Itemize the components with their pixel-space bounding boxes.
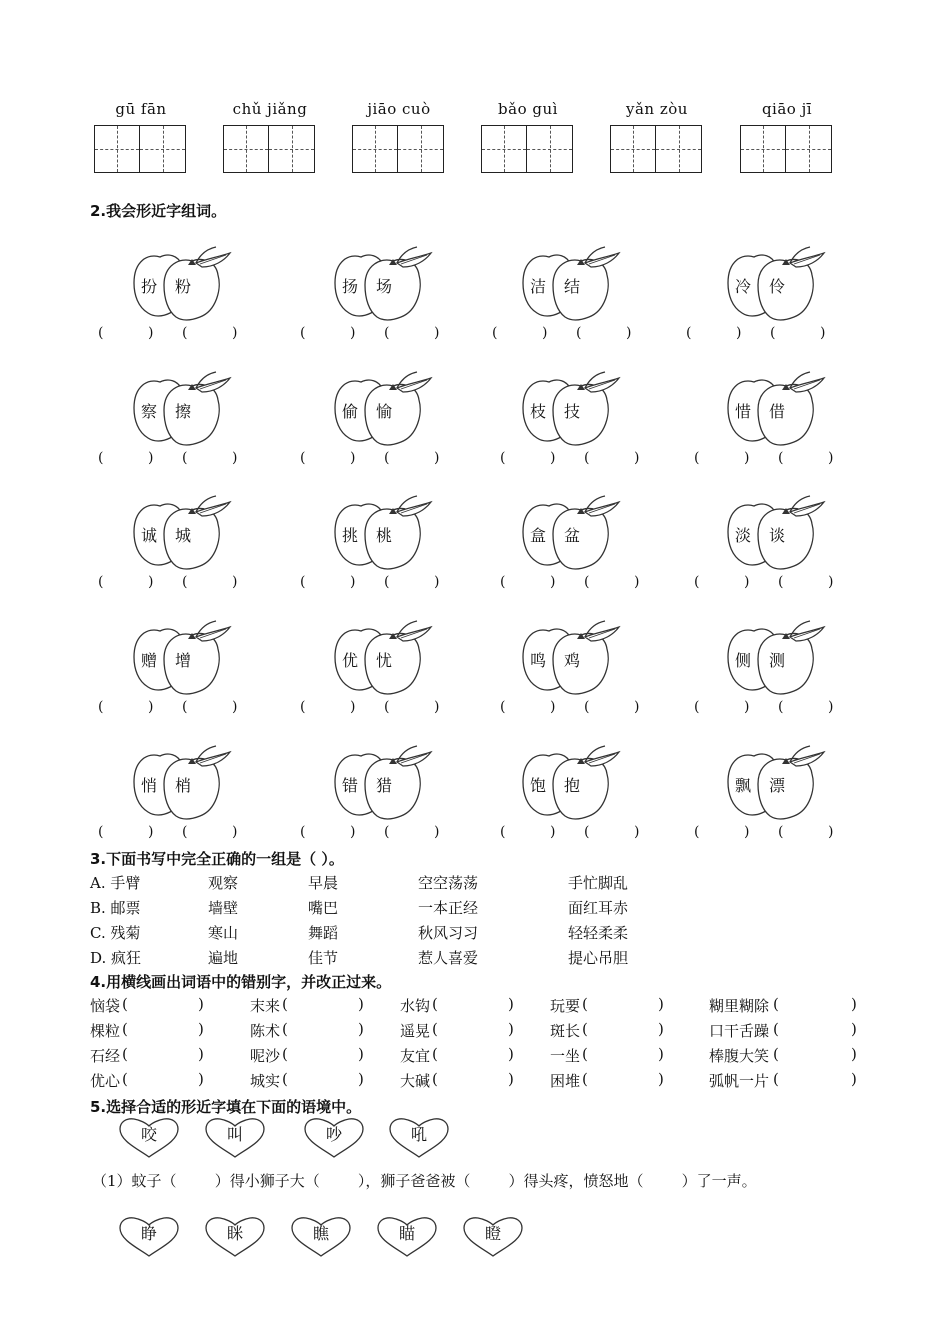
tianzige-box[interactable] <box>140 125 186 173</box>
close-paren: ) <box>658 1020 664 1038</box>
close-paren: ) <box>508 995 514 1013</box>
close-paren: ) <box>508 1045 514 1063</box>
typo-word: 优心 <box>90 1072 121 1090</box>
section3-title: 3.下面书写中完全正确的一组是（ ）。 <box>90 850 344 868</box>
correction-blank[interactable] <box>783 1045 851 1065</box>
close-paren: ) <box>508 1070 514 1088</box>
option-word: 提心吊胆 <box>568 949 629 967</box>
correction-blank[interactable] <box>442 1070 508 1090</box>
heart-char: 瞧 <box>312 1224 329 1243</box>
answer-blank[interactable]: ( ) <box>384 574 440 590</box>
apple-char-right: 忧 <box>375 651 392 670</box>
apple-char-left: 淡 <box>734 526 751 545</box>
apple-pair <box>720 744 830 822</box>
answer-blank[interactable]: ( ) <box>500 574 556 590</box>
answer-blank[interactable]: ( ) <box>300 450 356 466</box>
answer-blank[interactable]: ( ) <box>182 450 238 466</box>
pinyin-label: yǎn zòu <box>626 100 688 118</box>
apple-pair <box>515 619 625 697</box>
close-paren: ) <box>198 995 204 1013</box>
tianzige-box[interactable] <box>610 125 656 173</box>
apple-pair <box>515 370 625 448</box>
pinyin-label: qiāo jī <box>761 100 813 118</box>
open-paren: ( <box>122 1020 128 1038</box>
answer-blank[interactable]: ( ) <box>300 325 356 341</box>
close-paren: ) <box>851 995 857 1013</box>
apple-char-right: 漂 <box>768 776 785 795</box>
apple-char-right: 场 <box>375 277 392 296</box>
open-paren: ( <box>432 1045 438 1063</box>
close-paren: ) <box>851 1020 857 1038</box>
typo-word: 友宜 <box>400 1047 431 1065</box>
answer-blank[interactable]: ( ) <box>500 699 556 715</box>
apple-char-left: 扬 <box>341 277 358 296</box>
heart-choice[interactable] <box>118 1216 180 1258</box>
typo-word: 棵粒 <box>90 1022 121 1040</box>
option-word: 舞蹈 <box>308 924 339 942</box>
apple-char-left: 盒 <box>529 526 546 545</box>
apple-char-right: 抱 <box>563 776 580 795</box>
typo-word: 斑长 <box>550 1022 581 1040</box>
apple-char-right: 增 <box>174 651 191 670</box>
typo-word: 一坐 <box>550 1047 581 1065</box>
apple-char-left: 扮 <box>140 277 157 296</box>
tianzige-box[interactable] <box>352 125 398 173</box>
heart-char: 吼 <box>410 1125 427 1144</box>
correction-blank[interactable] <box>292 995 358 1015</box>
option-word: 寒山 <box>208 924 239 942</box>
typo-word: 水钩 <box>400 997 431 1015</box>
tianzige-box[interactable] <box>740 125 786 173</box>
correction-blank[interactable] <box>132 1045 198 1065</box>
tianzige-pair[interactable] <box>94 125 188 173</box>
close-paren: ) <box>198 1045 204 1063</box>
close-paren: ) <box>851 1070 857 1088</box>
heart-char: 眯 <box>226 1224 243 1243</box>
option-word: 面红耳赤 <box>568 899 629 917</box>
typo-word: 大碱 <box>400 1072 431 1090</box>
heart-char: 叫 <box>226 1125 243 1144</box>
tianzige-box[interactable] <box>481 125 527 173</box>
option-word: 一本正经 <box>418 899 479 917</box>
apple-pair <box>327 619 437 697</box>
open-paren: ( <box>282 995 288 1013</box>
heart-char: 瞪 <box>484 1224 501 1243</box>
heart-choice[interactable] <box>204 1216 266 1258</box>
pinyin-label: chǔ jiǎng <box>232 100 308 118</box>
heart-choice[interactable] <box>462 1216 524 1258</box>
apple-pair <box>327 245 437 323</box>
typo-word: 呢沙 <box>250 1047 281 1065</box>
answer-blank[interactable]: ( ) <box>778 450 834 466</box>
apple-char-left: 鸣 <box>529 651 546 670</box>
open-paren: ( <box>282 1020 288 1038</box>
answer-blank[interactable]: ( ) <box>694 450 750 466</box>
close-paren: ) <box>658 1045 664 1063</box>
answer-blank[interactable]: ( ) <box>182 699 238 715</box>
apple-char-left: 错 <box>341 776 358 795</box>
option-word: 秋风习习 <box>418 924 479 942</box>
answer-blank[interactable]: ( ) <box>770 325 826 341</box>
apple-char-left: 洁 <box>529 277 546 296</box>
correction-blank[interactable] <box>442 1020 508 1040</box>
answer-blank[interactable]: ( ) <box>686 325 742 341</box>
heart-char: 吵 <box>325 1125 342 1144</box>
apple-char-left: 诚 <box>140 526 157 545</box>
correction-blank[interactable] <box>132 995 198 1015</box>
open-paren: ( <box>582 1070 588 1088</box>
answer-blank[interactable]: ( ) <box>778 574 834 590</box>
answer-blank[interactable]: ( ) <box>584 824 640 840</box>
apple-pair <box>720 619 830 697</box>
typo-word: 城实 <box>250 1072 281 1090</box>
apple-pair <box>126 619 236 697</box>
tianzige-pair[interactable] <box>223 125 317 173</box>
heart-choice[interactable] <box>303 1117 365 1159</box>
correction-blank[interactable] <box>442 1045 508 1065</box>
apple-pair <box>126 370 236 448</box>
apple-char-right: 擦 <box>174 402 191 421</box>
apple-char-left: 惜 <box>734 402 751 421</box>
typo-word: 恼袋 <box>90 997 121 1015</box>
option-word: 佳节 <box>308 949 339 967</box>
option-word: 手忙脚乱 <box>568 874 629 892</box>
apple-char-left: 枝 <box>529 402 546 421</box>
apple-pair <box>126 744 236 822</box>
tianzige-pair[interactable] <box>481 125 575 173</box>
apple-char-left: 优 <box>341 651 358 670</box>
correction-blank[interactable] <box>132 1020 198 1040</box>
apple-pair <box>327 744 437 822</box>
typo-word: 糊里糊除 <box>709 997 770 1015</box>
open-paren: ( <box>432 995 438 1013</box>
correction-blank[interactable] <box>292 1045 358 1065</box>
open-paren: ( <box>282 1045 288 1063</box>
answer-blank[interactable]: ( ) <box>98 450 154 466</box>
apple-char-right: 梢 <box>174 776 191 795</box>
close-paren: ) <box>198 1020 204 1038</box>
typo-word: 末来 <box>250 997 281 1015</box>
apple-char-left: 偷 <box>341 402 358 421</box>
option-word: 惹人喜爱 <box>418 949 479 967</box>
heart-char: 瞄 <box>398 1224 415 1243</box>
apple-pair <box>515 245 625 323</box>
heart-char: 睁 <box>140 1224 157 1243</box>
apple-char-right: 城 <box>174 526 191 545</box>
answer-blank[interactable]: ( ) <box>300 824 356 840</box>
sentence-1: （1）蚊子（ ）得小狮子大（ ），狮子爸爸被（ ）得头疼，愤怒地（ ）了一声。 <box>92 1172 757 1190</box>
heart-char: 咬 <box>140 1125 157 1144</box>
open-paren: ( <box>282 1070 288 1088</box>
answer-blank[interactable]: ( ) <box>98 699 154 715</box>
option-label[interactable]: A. 手臂 <box>90 874 141 892</box>
answer-blank[interactable]: ( ) <box>182 824 238 840</box>
answer-blank[interactable]: ( ) <box>694 574 750 590</box>
option-word: 空空荡荡 <box>418 874 479 892</box>
answer-blank[interactable]: ( ) <box>98 574 154 590</box>
heart-choice[interactable] <box>290 1216 352 1258</box>
option-word: 观察 <box>208 874 239 892</box>
tianzige-box[interactable] <box>269 125 315 173</box>
apple-char-left: 侧 <box>734 651 751 670</box>
answer-blank[interactable]: ( ) <box>778 824 834 840</box>
correction-blank[interactable] <box>592 1020 658 1040</box>
open-paren: ( <box>773 1045 779 1063</box>
apple-pair <box>327 494 437 572</box>
close-paren: ) <box>508 1020 514 1038</box>
answer-blank[interactable]: ( ) <box>98 824 154 840</box>
section5-title: 5.选择合适的形近字填在下面的语境中。 <box>90 1098 362 1116</box>
answer-blank[interactable]: ( ) <box>384 824 440 840</box>
open-paren: ( <box>773 1070 779 1088</box>
typo-word: 陈术 <box>250 1022 281 1040</box>
answer-blank[interactable]: ( ) <box>694 824 750 840</box>
answer-blank[interactable]: ( ) <box>492 325 548 341</box>
typo-word: 玩要 <box>550 997 581 1015</box>
apple-pair <box>126 494 236 572</box>
answer-blank[interactable]: ( ) <box>98 325 154 341</box>
answer-blank[interactable]: ( ) <box>384 325 440 341</box>
correction-blank[interactable] <box>592 1070 658 1090</box>
correction-blank[interactable] <box>592 995 658 1015</box>
apple-char-right: 鸡 <box>563 651 580 670</box>
correction-blank[interactable] <box>442 995 508 1015</box>
close-paren: ) <box>198 1070 204 1088</box>
apple-pair <box>327 370 437 448</box>
option-word: 嘴巴 <box>308 899 339 917</box>
section4-title: 4.用横线画出词语中的错别字，并改正过来。 <box>90 973 392 991</box>
close-paren: ) <box>358 995 364 1013</box>
apple-char-left: 赠 <box>140 651 157 670</box>
open-paren: ( <box>432 1070 438 1088</box>
option-label[interactable]: D. 疯狂 <box>90 949 142 967</box>
open-paren: ( <box>122 1045 128 1063</box>
answer-blank[interactable]: ( ) <box>500 824 556 840</box>
apple-char-right: 桃 <box>375 526 392 545</box>
heart-choice[interactable] <box>204 1117 266 1159</box>
close-paren: ) <box>358 1020 364 1038</box>
typo-word: 遥晃 <box>400 1022 431 1040</box>
option-word: 遍地 <box>208 949 239 967</box>
answer-blank[interactable]: ( ) <box>778 699 834 715</box>
typo-word: 石经 <box>90 1047 121 1065</box>
apple-char-right: 愉 <box>375 402 392 421</box>
apple-char-right: 粉 <box>174 277 191 296</box>
apple-char-right: 伶 <box>768 277 785 296</box>
answer-blank[interactable]: ( ) <box>182 574 238 590</box>
open-paren: ( <box>582 1045 588 1063</box>
apple-char-right: 谈 <box>768 526 785 545</box>
open-paren: ( <box>582 995 588 1013</box>
correction-blank[interactable] <box>292 1070 358 1090</box>
open-paren: ( <box>773 995 779 1013</box>
apple-pair <box>126 245 236 323</box>
heart-choice[interactable] <box>376 1216 438 1258</box>
answer-blank[interactable]: ( ) <box>300 574 356 590</box>
apple-char-right: 猎 <box>375 776 392 795</box>
apple-pair <box>720 370 830 448</box>
apple-char-right: 借 <box>768 402 785 421</box>
option-word: 墙壁 <box>208 899 239 917</box>
apple-char-left: 饱 <box>529 776 546 795</box>
open-paren: ( <box>582 1020 588 1038</box>
answer-blank[interactable]: ( ) <box>500 450 556 466</box>
answer-blank[interactable]: ( ) <box>584 574 640 590</box>
correction-blank[interactable] <box>132 1070 198 1090</box>
answer-blank[interactable]: ( ) <box>694 699 750 715</box>
apple-char-left: 飘 <box>734 776 751 795</box>
tianzige-box[interactable] <box>398 125 444 173</box>
tianzige-box[interactable] <box>223 125 269 173</box>
tianzige-box[interactable] <box>527 125 573 173</box>
typo-word: 棒腹大笑 <box>709 1047 770 1065</box>
close-paren: ) <box>658 995 664 1013</box>
pinyin-label: bǎo guì <box>498 100 558 118</box>
correction-blank[interactable] <box>783 995 851 1015</box>
option-word: 早晨 <box>308 874 339 892</box>
section2-title: 2.我会形近字组词。 <box>90 202 227 220</box>
option-word: 轻轻柔柔 <box>568 924 629 942</box>
tianzige-pair[interactable] <box>352 125 446 173</box>
apple-char-right: 结 <box>563 277 580 296</box>
apple-char-right: 盆 <box>563 526 580 545</box>
answer-blank[interactable]: ( ) <box>182 325 238 341</box>
apple-char-left: 冷 <box>734 277 751 296</box>
tianzige-pair[interactable] <box>740 125 834 173</box>
answer-blank[interactable]: ( ) <box>576 325 632 341</box>
close-paren: ) <box>358 1070 364 1088</box>
answer-blank[interactable]: ( ) <box>300 699 356 715</box>
correction-blank[interactable] <box>783 1020 851 1040</box>
typo-word: 弧帆一片 <box>709 1072 770 1090</box>
heart-choice[interactable] <box>118 1117 180 1159</box>
tianzige-box[interactable] <box>656 125 702 173</box>
answer-blank[interactable]: ( ) <box>384 699 440 715</box>
option-label[interactable]: C. 残菊 <box>90 924 141 942</box>
close-paren: ) <box>358 1045 364 1063</box>
answer-blank[interactable]: ( ) <box>584 699 640 715</box>
option-label[interactable]: B. 邮票 <box>90 899 141 917</box>
pinyin-label: gū fān <box>115 100 167 118</box>
correction-blank[interactable] <box>292 1020 358 1040</box>
tianzige-box[interactable] <box>94 125 140 173</box>
apple-pair <box>515 744 625 822</box>
typo-word: 困堆 <box>550 1072 581 1090</box>
answer-blank[interactable]: ( ) <box>584 450 640 466</box>
close-paren: ) <box>851 1045 857 1063</box>
tianzige-pair[interactable] <box>610 125 704 173</box>
answer-blank[interactable]: ( ) <box>384 450 440 466</box>
typo-word: 口干舌躁 <box>709 1022 770 1040</box>
apple-pair <box>720 494 830 572</box>
close-paren: ) <box>658 1070 664 1088</box>
open-paren: ( <box>432 1020 438 1038</box>
open-paren: ( <box>122 995 128 1013</box>
apple-pair <box>720 245 830 323</box>
open-paren: ( <box>122 1070 128 1088</box>
apple-char-right: 技 <box>563 402 580 421</box>
heart-choice[interactable] <box>388 1117 450 1159</box>
correction-blank[interactable] <box>592 1045 658 1065</box>
apple-char-right: 测 <box>768 651 785 670</box>
apple-pair <box>515 494 625 572</box>
apple-char-left: 挑 <box>341 526 358 545</box>
open-paren: ( <box>773 1020 779 1038</box>
tianzige-box[interactable] <box>786 125 832 173</box>
pinyin-label: jiāo cuò <box>367 100 431 118</box>
apple-char-left: 悄 <box>140 776 157 795</box>
correction-blank[interactable] <box>783 1070 851 1090</box>
apple-char-left: 察 <box>140 402 157 421</box>
